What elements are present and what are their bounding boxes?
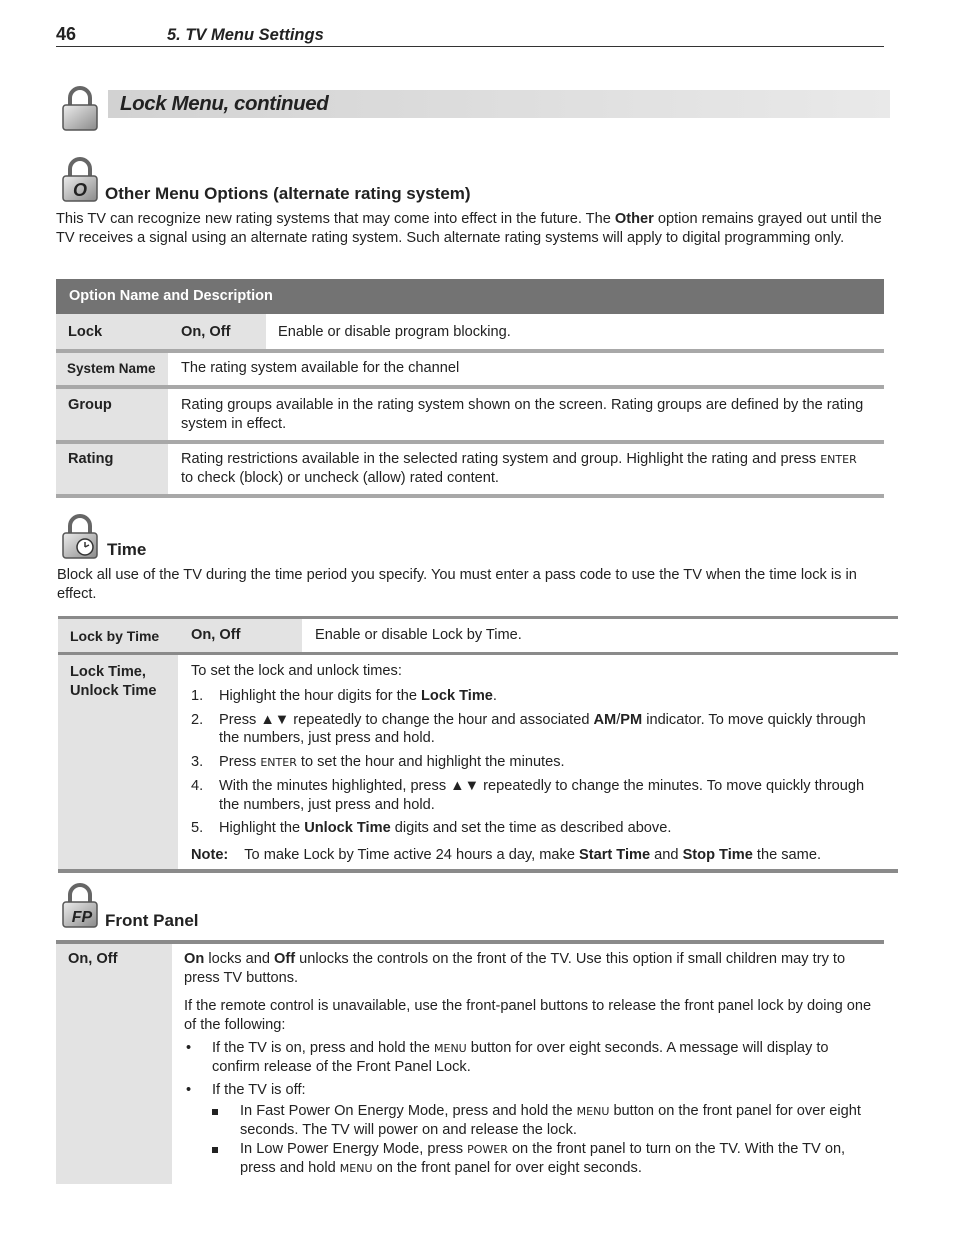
page-number: 46 — [56, 24, 77, 44]
note: Note: To make Lock by Time active 24 hours a day, make Start Time and Stop Time the same. — [191, 846, 821, 863]
list-item: 3. Press ENTER to set the hour and highlight the minutes. — [191, 753, 565, 770]
row-desc-lock: Enable or disable program blocking. — [278, 324, 511, 340]
list-item: • If the TV is off: In Fast Power On Energy Mode, press and hold the MENU button on the front panel for over eight seconds. The TV will power on and release the lock. In Low Power Energy Mode, press POWER on the front panel to turn on the TV. With the TV on, press and hold MENU on the front panel for over eight seconds. — [184, 1081, 874, 1178]
row-label-lock-by-time: Lock by Time — [70, 628, 160, 644]
row-desc-lock-by-time: Enable or disable Lock by Time. — [315, 627, 522, 643]
header-rule — [56, 46, 884, 47]
row-label-rating: Rating — [68, 451, 114, 467]
front-panel-lock-icon — [60, 883, 100, 929]
list-item: 1. Highlight the hour digits for the Lock Time. — [191, 688, 497, 704]
list-item: • If the TV is on, press and hold the MENU button for over eight seconds. A message will display to confirm release of the Front Panel Lock. — [186, 1040, 829, 1075]
list-item: In Fast Power On Energy Mode, press and hold the MENU button on the front panel for over eight seconds. The TV will power on and release the lock. — [212, 1102, 874, 1140]
row-label-lock-time: Lock Time, Unlock Time — [70, 664, 157, 699]
fp-icon-letters: FP — [71, 909, 93, 926]
table-header: Option Name and Description — [56, 279, 884, 314]
list-item: 4. With the minutes highlighted, press ▲▼ repeatedly to change the minutes. To move quickly through the numbers, just press and hold. — [191, 778, 865, 813]
row-label-front-panel: On, Off — [68, 951, 118, 967]
row-label-lock: Lock — [68, 324, 103, 340]
front-panel-title: Front Panel — [105, 911, 199, 930]
front-panel-description: On locks and Off unlocks the controls on the front of the TV. Use this option if small children may try to press TV buttons. If the remote control is unavailable, use the front-panel buttons to release the front panel lock by doing one of the following: • If the TV is on, press and hold the MENU button for over eight seconds. A message will display to confirm release of the Front Panel Lock. • If the TV is off: In Fast Power On Energy Mode, press and hold the MENU button on the front panel for over eight seconds. The TV will power on and release the lock. In Low Power Energy Mode, press POWER on the front panel to turn on the TV. With the TV on, press and hold MENU on the front panel for over eight seconds. — [184, 950, 874, 1178]
table-row — [56, 944, 172, 1184]
time-section-title: Time — [107, 540, 147, 559]
other-lock-icon — [60, 157, 100, 203]
lock-time-instructions: To set the lock and unlock times: 1. Highlight the hour digits for the Lock Time. 2. Press ▲▼ repeatedly to change the hour and associated AM/PM indicator. To move quickly through the numbers, just press and hold. 3. Press ENTER to set the hour and highlight the minutes. 4. With the minutes highlighted, press ▲▼ repeatedly to change the minutes. To move quickly through the numbers, just press and hold. 5. Highlight the Unlock Time digits and set the time as described above. Note: To make Lock by Time active 24 hours a day, make Start Time and Stop Time the same. — [191, 662, 881, 865]
list-item: 2. Press ▲▼ repeatedly to change the hour and associated AM/PM indicator. To move quickly through the numbers, just press and hold. — [191, 711, 866, 746]
time-intro: Block all use of the TV during the time period you specify. You must enter a pass code to use the TV when the time lock is in effect. — [57, 567, 857, 602]
row-value-lock: On, Off — [181, 324, 231, 340]
list-item: In Low Power Energy Mode, press POWER on the front panel to turn on the TV. With the TV on, press and hold MENU on the front panel for over eight seconds. — [212, 1140, 874, 1178]
row-label-group: Group — [68, 397, 112, 413]
chapter-title: 5. TV Menu Settings — [167, 26, 324, 44]
row-desc-system-name: The rating system available for the channel — [181, 360, 460, 376]
row-value-lock-by-time: On, Off — [191, 627, 241, 643]
padlock-icon — [60, 86, 100, 132]
other-section-title: Other Menu Options (alternate rating system) — [105, 184, 471, 203]
banner-title: Lock Menu, continued — [120, 92, 329, 115]
other-intro: This TV can recognize new rating systems that may come into effect in the future. The Other option remains grayed out until the TV receives a signal using an alternate rating system. Such alternate rating systems will apply to digital programming only. — [56, 211, 882, 246]
row-desc-group: Rating groups available in the rating system shown on the screen. Rating groups are defined by the rating system in effect. — [181, 397, 864, 432]
row-desc-rating: Rating restrictions available in the selected rating system and group. Highlight the rating and press ENTER to check (block) or uncheck (allow) rated content. — [181, 451, 857, 486]
list-item: 5. Highlight the Unlock Time digits and set the time as described above. — [191, 820, 672, 836]
row-label-system-name: System Name — [67, 361, 156, 376]
time-lock-icon — [60, 514, 100, 560]
other-icon-letter: O — [72, 180, 88, 200]
